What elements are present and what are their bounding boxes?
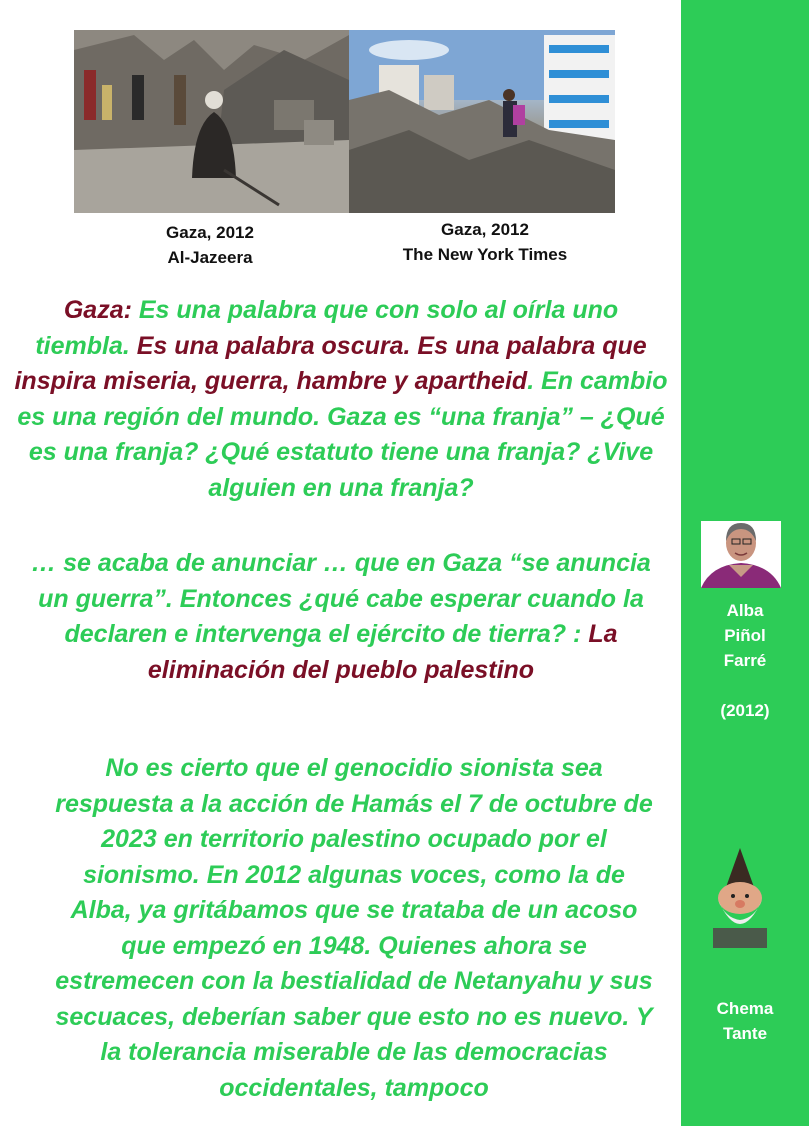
author-alba-middle: Piñol xyxy=(724,626,766,645)
paragraph-gaza-definition xyxy=(14,293,668,506)
avatar-alba xyxy=(701,521,781,588)
caption-left-line2: Al-Jazeera xyxy=(167,248,253,267)
caption-right-line1: Gaza, 2012 xyxy=(441,220,529,239)
author-chema-first: Chema xyxy=(716,999,774,1018)
author-chema-last: Tante xyxy=(722,1024,768,1043)
paragraph-commentary xyxy=(52,751,656,1106)
author-alba-name xyxy=(681,598,809,673)
paragraph1-part3: Es una palabra oscura. Es una palabra que inspira miseria, guerra, hambre y apartheid xyxy=(14,331,647,395)
photo-strip xyxy=(74,30,615,213)
caption-right-line2: The New York Times xyxy=(402,245,568,264)
paragraph3-text: No es cierto que el genocidio sionista sea respuesta a la acción de Hamás el 7 de octubre de 2023 en territorio palestino ocupado por el sionismo. En 2012 algunas voces, como la de Alba, ya gritábamos que se trataba de un acoso que empezó en 1948. Quienes ahora se estremecen con la bestialidad de Netanyahu y sus secuaces, deberían saber que esto no es nuevo. Y la tolerancia miserable de las democracias occidentales, tampoco xyxy=(55,754,653,1102)
paragraph-war-announcement xyxy=(14,546,668,688)
author-alba-last: Farré xyxy=(723,651,767,670)
avatar-chema xyxy=(705,848,775,948)
caption-right xyxy=(380,217,590,267)
photo-gaza-al-jazeera xyxy=(74,30,349,213)
caption-left-line1: Gaza, 2012 xyxy=(166,223,254,242)
author-chema-name xyxy=(681,996,809,1046)
author-alba-year: (2012) xyxy=(720,701,770,720)
paragraph1-gaza-label: Gaza: xyxy=(63,296,132,324)
paragraph2-conclusion: La eliminación del pueblo palestino xyxy=(147,620,618,684)
photo-gaza-nyt xyxy=(349,30,615,213)
paragraph2-part1: … se acaba de anunciar … que en Gaza “se anuncia un guerra”. Entonces ¿qué cabe esperar cuando la declaren e intervenga el ejército de tierra? : xyxy=(31,549,651,648)
author-alba-first: Alba xyxy=(726,601,764,620)
caption-left xyxy=(120,220,300,270)
paragraph1-part4: . En cambio es una región del mundo. Gaza es “una franja” – ¿Qué es una franja? ¿Qué estatuto tiene una franja? ¿Vive alguien en una franja? xyxy=(17,367,668,502)
paragraph1-part2: Es una palabra que con solo al oírla uno tiembla. xyxy=(35,296,619,360)
